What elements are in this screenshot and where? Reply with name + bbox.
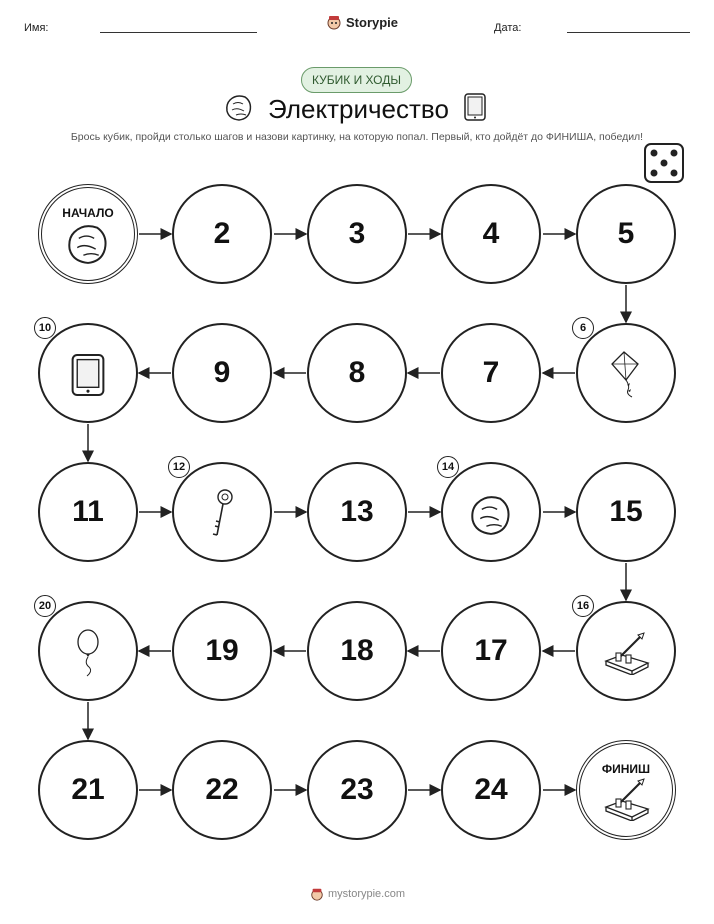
- knife-switch-icon: [602, 631, 650, 680]
- cell-number: 4: [482, 217, 500, 250]
- cell-number: 15: [609, 495, 643, 528]
- board-cell-24: [441, 740, 541, 840]
- brand-name: Storypie: [346, 14, 399, 30]
- board-cell-4: [441, 184, 541, 284]
- board-cell-21: [38, 740, 138, 840]
- board-cell-16: [576, 601, 676, 701]
- board-cell-9: [172, 323, 272, 423]
- cell-number: 8: [348, 356, 366, 389]
- cell-number-badge: 14: [437, 456, 459, 478]
- board-cell-14: [441, 462, 541, 562]
- footer: [310, 887, 405, 901]
- cell-number: 24: [474, 773, 508, 806]
- footer-site: mystorypie.com: [328, 888, 406, 900]
- board-cell-6: [576, 323, 676, 423]
- cell-number: 19: [205, 634, 239, 667]
- date-label: Дата:: [494, 22, 522, 34]
- board-cell-5: [576, 184, 676, 284]
- cell-number-badge: 16: [572, 595, 594, 617]
- board-cell-11: [38, 462, 138, 562]
- board-cell-18: [307, 601, 407, 701]
- kite-icon: [604, 350, 648, 405]
- cell-number-badge: 10: [34, 317, 56, 339]
- board-cell-3: [307, 184, 407, 284]
- instructions-text: Брось кубик, пройди столько шагов и назови картинку, на которую попал. Первый, кто дойдёт до ФИНИША, победил!: [70, 131, 644, 143]
- board-cell-8: [307, 323, 407, 423]
- cell-number: 18: [340, 634, 374, 667]
- finish-cell: [576, 740, 676, 840]
- board-cell-20: [38, 601, 138, 701]
- game-type-badge: КУБИК И ХОДЫ: [301, 67, 412, 93]
- board-cell-19: [172, 601, 272, 701]
- board-cell-10: [38, 323, 138, 423]
- cell-number: 7: [482, 356, 500, 389]
- cell-number-badge: 12: [168, 456, 190, 478]
- board-cell-23: [307, 740, 407, 840]
- name-label: Имя:: [24, 22, 49, 34]
- cell-number-badge: 20: [34, 595, 56, 617]
- board-cell-7: [441, 323, 541, 423]
- cell-number: 13: [340, 495, 374, 528]
- board-cell-15: [576, 462, 676, 562]
- cell-number: 3: [348, 217, 366, 250]
- rock-icon: [468, 491, 514, 542]
- board-cell-13: [307, 462, 407, 562]
- cell-number: 5: [617, 217, 635, 250]
- balloon-icon: [73, 629, 103, 682]
- tablet-icon: [68, 349, 108, 406]
- cell-number: 2: [213, 217, 231, 250]
- cell-number: 17: [474, 634, 508, 667]
- board-cell-17: [441, 601, 541, 701]
- footer-logo-icon: [310, 887, 324, 901]
- knife-switch-icon: [602, 777, 650, 826]
- cell-number: 11: [72, 495, 104, 528]
- cell-number: 22: [205, 773, 239, 806]
- page-title: Электричество: [268, 94, 449, 124]
- key-icon: [207, 487, 237, 546]
- cell-number: 9: [213, 356, 231, 389]
- board-cell-2: [172, 184, 272, 284]
- board-cell-12: [172, 462, 272, 562]
- cell-number: 23: [340, 773, 374, 806]
- start-cell: [38, 184, 138, 284]
- board-cell-22: [172, 740, 272, 840]
- cell-number: 21: [71, 773, 105, 806]
- cell-number-badge: 6: [572, 317, 594, 339]
- finish-label: ФИНИШ: [601, 762, 651, 776]
- rock-icon: [65, 220, 111, 271]
- start-label: НАЧАЛО: [62, 206, 114, 220]
